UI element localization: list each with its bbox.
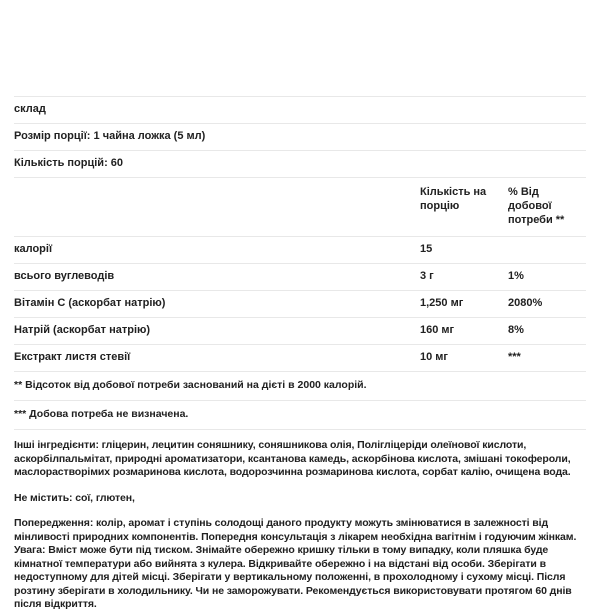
- nutrient-amount: 15: [420, 243, 433, 255]
- nutrient-amount: 3 г: [420, 270, 434, 282]
- nutrient-dv: 8%: [508, 324, 524, 336]
- warning-paragraph: Попередження: колір, аромат і ступінь солодощі даного продукту можуть змінюватися в залежності від мінливості природних компонентів. Попередня консультація з лікарем необхідна вагітнім і годуючим жінкам. Увага: Вміст може бути під тиском. Знімайте обережно кришку тільки в тому випадку, коли пляшка буде кімнатної температури або вийнята з кулера. Відкривайте обережно і на відстані від особи. Зберігати в недоступному для дітей місці. Зберігати у вертикальному положенні, в прохолодному і сухому місці. Після розтину зберігати в холодильнику. Чи не заморожувати. Рекомендується використовувати протягом 60 днів після відкриття.: [14, 517, 577, 610]
- nutrient-label: Натрій (аскорбат натрію): [14, 324, 151, 336]
- serving-size-row: Розмір порції: 1 чайна ложка (5 мл): [14, 123, 586, 150]
- nutrient-label: Екстракт листя стевії: [14, 351, 131, 363]
- table-header-row: [14, 177, 586, 236]
- nutrient-dv: 1%: [508, 270, 524, 282]
- nutrient-label: Вітамін C (аскорбат натрію): [14, 297, 166, 309]
- footnote-daily-value: ** Відсоток від добової потреби заснований на дієті в 2000 калорій.: [14, 371, 586, 400]
- table-row: [14, 290, 586, 317]
- table-row: [14, 236, 586, 263]
- other-ingredients-paragraph: Інші інгредієнти: гліцерин, лецитин соняшнику, соняшникова олія, Полігліцеріди олеїнової кислоти, аскорбілпальмітат, природні ароматизатори, ксантанова камедь, аскорбінова кислота, змішані токофероли, маслорастворімих розмаринова кислота, водорозчинна розмаринова кислота, сорбат калію, очищена вода.: [14, 439, 571, 478]
- nutrient-amount: 160 мг: [420, 324, 455, 336]
- table-header-blank: [14, 185, 420, 227]
- nutrient-dv: [508, 243, 586, 256]
- table-row: [14, 344, 586, 371]
- nutrient-amount: 1,250 мг: [420, 297, 464, 309]
- nutrient-label: калорії: [14, 243, 53, 255]
- nutrient-label: всього вуглеводів: [14, 270, 115, 282]
- table-header-amount-per-serving: Кількість на порцію: [420, 186, 487, 212]
- footnote-dv-not-established: *** Добова потреба не визначена.: [14, 400, 586, 430]
- does-not-contain-paragraph: Не містить: сої, глютен,: [14, 491, 135, 504]
- table-row: [14, 263, 586, 290]
- nutrient-amount: 10 мг: [420, 351, 449, 363]
- nutrient-dv: ***: [508, 351, 521, 363]
- table-header-daily-value: % Від добової потреби **: [508, 186, 565, 226]
- nutrient-dv: 2080%: [508, 297, 543, 309]
- section-title: склад: [14, 96, 586, 123]
- table-row: [14, 317, 586, 344]
- servings-per-container-row: Кількість порцій: 60: [14, 150, 586, 177]
